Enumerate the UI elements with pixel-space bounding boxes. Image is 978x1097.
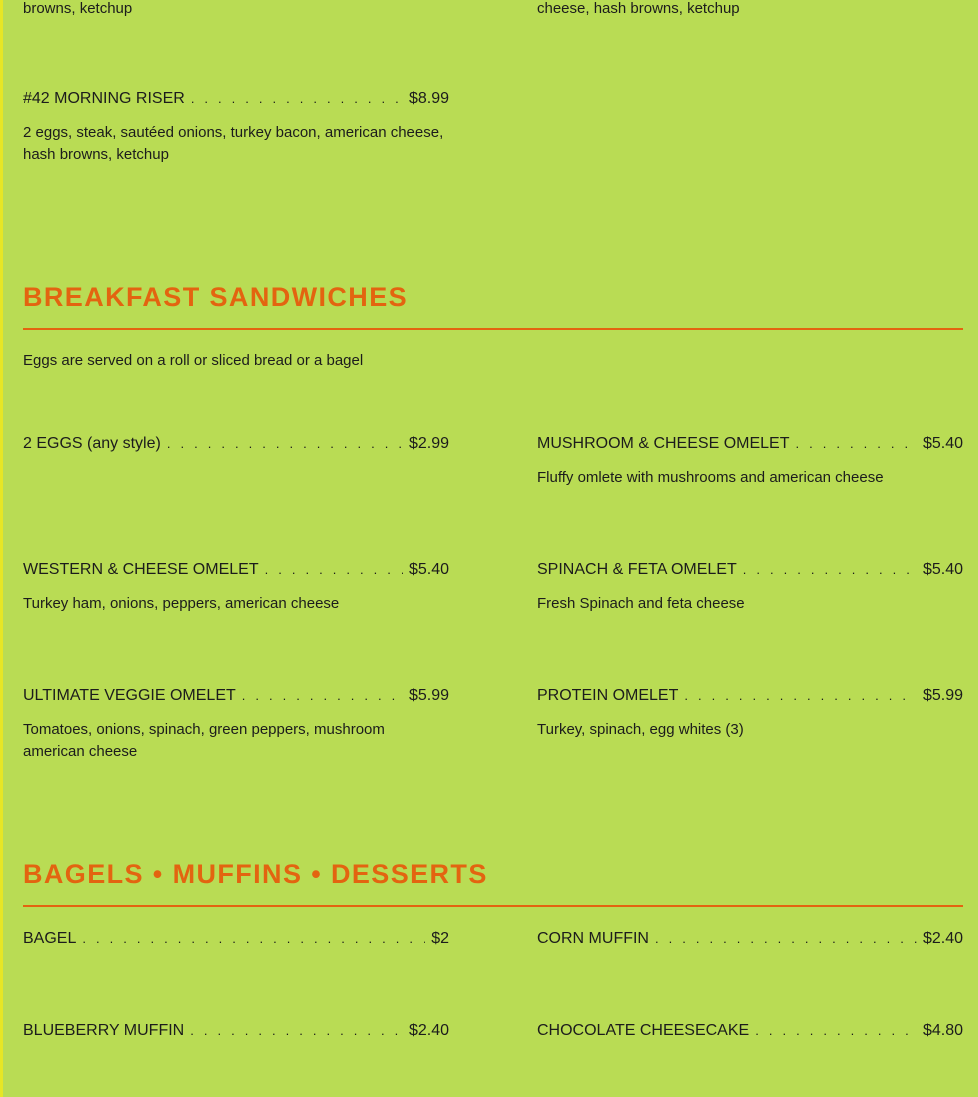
dot-leader	[82, 929, 425, 949]
item-price: $4.80	[922, 1022, 963, 1039]
item-price: $5.99	[408, 687, 449, 704]
section-subtitle: Eggs are served on a roll or sliced bread or a bagel	[23, 352, 364, 369]
item-name: SPINACH & FETA OMELET	[537, 561, 737, 578]
item-name: WESTERN & CHEESE OMELET	[23, 561, 259, 578]
item-description: Tomatoes, onions, spinach, green peppers, mushroom american cheese	[23, 721, 385, 760]
item-price: $2	[431, 930, 449, 947]
item-price: $2.99	[408, 435, 449, 452]
item-description: Turkey, spinach, egg whites (3)	[537, 721, 744, 738]
dot-leader	[684, 686, 917, 706]
menu-item-corn-muffin	[537, 929, 963, 949]
section-divider	[23, 905, 963, 907]
item-price: $2.40	[408, 1022, 449, 1039]
menu-item-western-cheese-omelet	[23, 560, 449, 615]
left-edge-stripe	[0, 0, 3, 1097]
item-name: MUSHROOM & CHEESE OMELET	[537, 435, 790, 452]
dot-leader	[191, 89, 403, 109]
dot-leader	[190, 1021, 403, 1041]
dot-leader	[167, 434, 403, 454]
item-price: $5.40	[922, 435, 963, 452]
item-description: Turkey ham, onions, peppers, american cheese	[23, 595, 340, 612]
section-divider	[23, 328, 963, 330]
item-price: $5.40	[922, 561, 963, 578]
item-name: ULTIMATE VEGGIE OMELET	[23, 687, 236, 704]
menu-item-protein-omelet	[537, 686, 963, 741]
dot-leader	[755, 1021, 917, 1041]
menu-item-morning-riser	[23, 89, 449, 166]
menu-item-2-eggs	[23, 434, 449, 454]
continued-description-left: browns, ketchup	[23, 0, 133, 17]
menu-item-blueberry-muffin	[23, 1021, 449, 1041]
item-name: BAGEL	[23, 930, 77, 947]
item-name: 2 EGGS (any style)	[23, 435, 161, 452]
item-name: PROTEIN OMELET	[537, 687, 679, 704]
menu-item-chocolate-cheesecake	[537, 1021, 963, 1041]
dot-leader	[655, 929, 917, 949]
dot-leader	[743, 560, 917, 580]
menu-item-mushroom-cheese-omelet	[537, 434, 963, 489]
dot-leader	[795, 434, 916, 454]
section-title-breakfast-sandwiches: BREAKFAST SANDWICHES	[23, 282, 409, 312]
item-price: $2.40	[922, 930, 963, 947]
item-description: 2 eggs, steak, sautéed onions, turkey bacon, american cheese, hash browns, ketchup	[23, 124, 444, 163]
item-description: Fresh Spinach and feta cheese	[537, 595, 745, 612]
dot-leader	[242, 686, 403, 706]
item-name: #42 MORNING RISER	[23, 90, 185, 107]
menu-item-bagel	[23, 929, 449, 949]
item-name: BLUEBERRY MUFFIN	[23, 1022, 185, 1039]
menu-item-ultimate-veggie-omelet	[23, 686, 449, 763]
item-name: CHOCOLATE CHEESECAKE	[537, 1022, 750, 1039]
item-name: CORN MUFFIN	[537, 930, 649, 947]
continued-description-right: cheese, hash browns, ketchup	[537, 0, 740, 17]
section-title-bagels-muffins-desserts: BAGELS • MUFFINS • DESSERTS	[23, 859, 488, 889]
item-price: $5.99	[922, 687, 963, 704]
item-price: $5.40	[408, 561, 449, 578]
dot-leader	[265, 560, 403, 580]
item-price: $8.99	[408, 90, 449, 107]
menu-item-spinach-feta-omelet	[537, 560, 963, 615]
item-description: Fluffy omlete with mushrooms and american cheese	[537, 469, 884, 486]
